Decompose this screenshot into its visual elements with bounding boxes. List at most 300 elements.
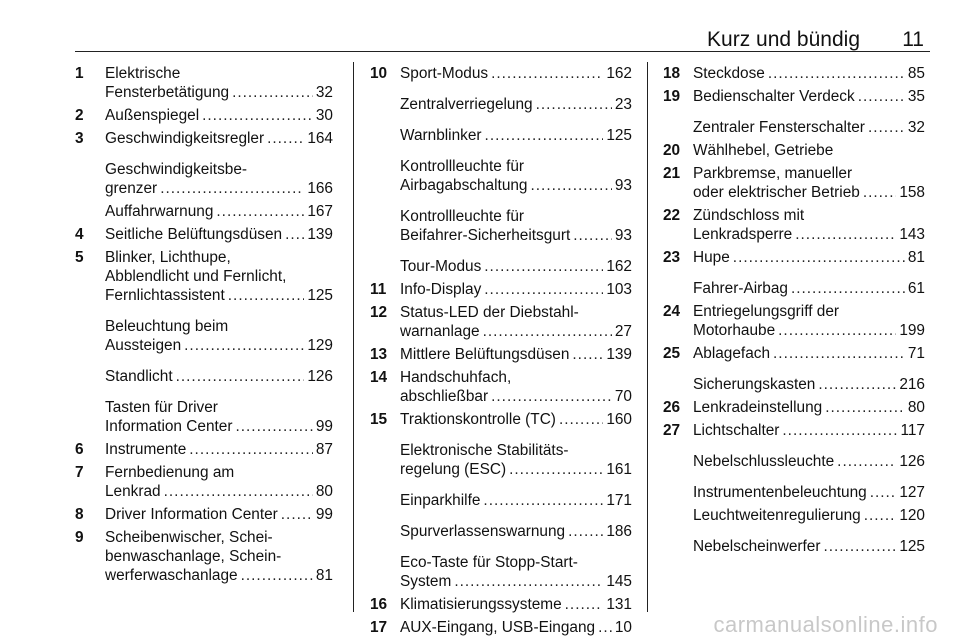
index-entry xyxy=(370,257,632,276)
entry-label: System xyxy=(400,573,452,590)
index-entry xyxy=(370,303,632,341)
page-reference: 117 xyxy=(900,422,925,439)
entry-body xyxy=(105,440,333,459)
page-reference: 162 xyxy=(606,65,632,82)
entry-number xyxy=(370,441,400,479)
entry-label-line xyxy=(105,417,333,436)
page-reference: 125 xyxy=(606,127,632,144)
dot-leader xyxy=(483,322,612,341)
index-entry xyxy=(75,398,333,436)
entry-body xyxy=(105,106,333,125)
entry-label: Lenkradsperre xyxy=(693,226,793,243)
page-reference: 158 xyxy=(899,184,925,201)
index-entry xyxy=(370,95,632,114)
entry-label: Elektronische Stabilitäts- xyxy=(400,442,569,459)
dot-leader xyxy=(791,279,905,298)
page-reference: 161 xyxy=(606,461,632,478)
page-reference: 70 xyxy=(614,388,632,405)
entry-number: 23 xyxy=(663,249,681,266)
index-entry xyxy=(663,398,925,417)
entry-label-line xyxy=(693,537,925,556)
page-reference: 126 xyxy=(307,368,333,385)
entry-body xyxy=(105,528,333,585)
entry-label: Leuchtweitenregulierung xyxy=(693,507,861,524)
entry-label: warnanlage xyxy=(400,323,480,340)
index-entry xyxy=(370,368,632,406)
page-reference: 199 xyxy=(899,322,925,339)
dot-leader xyxy=(241,566,313,585)
entry-label: Fernbedienung am xyxy=(105,464,235,481)
entry-number: 19 xyxy=(663,88,681,105)
entry-label: Wählhebel, Getriebe xyxy=(693,142,834,159)
index-entry xyxy=(663,344,925,363)
entry-body xyxy=(400,95,632,114)
dot-leader xyxy=(184,336,304,355)
entry-body xyxy=(105,225,333,244)
entry-body xyxy=(693,344,925,363)
entry-label: Beifahrer-Sicherheitsgurt xyxy=(400,227,571,244)
dot-leader xyxy=(870,483,897,502)
dot-leader xyxy=(454,572,603,591)
dot-leader xyxy=(863,183,897,202)
dot-leader xyxy=(864,506,897,525)
entry-number: 18 xyxy=(663,65,681,82)
entry-label-line xyxy=(693,87,925,106)
entry-label: Eco-Taste für Stopp-Start- xyxy=(400,554,578,571)
entry-body xyxy=(400,368,632,406)
index-entry xyxy=(75,202,333,221)
index-entry xyxy=(75,225,333,244)
entry-label: Parkbremse, manueller xyxy=(693,165,853,182)
entry-number: 5 xyxy=(75,249,84,266)
index-entry xyxy=(663,206,925,244)
entry-label-line xyxy=(105,482,333,501)
entry-label: abschließbar xyxy=(400,388,489,405)
entry-label: Tasten für Driver xyxy=(105,399,218,416)
dot-leader xyxy=(176,367,305,386)
index-entry xyxy=(370,157,632,195)
entry-number xyxy=(75,317,105,355)
entry-label-line xyxy=(400,280,632,299)
entry-number xyxy=(663,118,693,137)
dot-leader xyxy=(768,64,905,83)
dot-leader xyxy=(216,202,304,221)
entry-number xyxy=(75,160,105,198)
entry-body xyxy=(400,157,632,195)
dot-leader xyxy=(778,321,896,340)
entry-label-line xyxy=(693,483,925,502)
entry-label: Geschwindigkeitsregler xyxy=(105,130,265,147)
dot-leader xyxy=(573,226,612,245)
entry-label-line xyxy=(693,344,925,363)
dot-leader xyxy=(228,286,305,305)
entry-label-line xyxy=(693,141,925,160)
dot-leader xyxy=(536,95,612,114)
entry-label: Instrumentenbeleuchtung xyxy=(693,484,867,501)
entry-body xyxy=(400,553,632,591)
entry-number: 4 xyxy=(75,226,84,243)
entry-label-line xyxy=(105,225,333,244)
entry-label: Standlicht xyxy=(105,368,173,385)
entry-body xyxy=(693,398,925,417)
page-reference: 139 xyxy=(307,226,333,243)
entry-number xyxy=(370,157,400,195)
index-entry xyxy=(370,491,632,510)
dot-leader xyxy=(483,491,603,510)
entry-body xyxy=(400,618,632,637)
entry-label-line xyxy=(693,225,925,244)
entry-label-line xyxy=(400,491,632,510)
entry-label-line xyxy=(693,321,925,340)
entry-number xyxy=(75,398,105,436)
index-entry xyxy=(663,118,925,137)
entry-label-line xyxy=(105,367,333,386)
entry-body xyxy=(693,248,925,267)
entry-label-line xyxy=(400,618,632,637)
entry-number: 8 xyxy=(75,506,84,523)
index-entry xyxy=(75,129,333,148)
entry-label: Abblendlicht und Fernlicht, xyxy=(105,268,287,285)
page-reference: 10 xyxy=(614,619,632,636)
dot-leader xyxy=(782,421,897,440)
index-entry xyxy=(663,279,925,298)
index-entry xyxy=(370,64,632,83)
page-reference: 23 xyxy=(614,96,632,113)
entry-number xyxy=(663,483,693,502)
entry-label-line xyxy=(400,257,632,276)
page-reference: 125 xyxy=(899,538,925,555)
page-reference: 139 xyxy=(606,346,632,363)
dot-leader xyxy=(285,225,304,244)
dot-leader xyxy=(491,387,612,406)
entry-label-line xyxy=(105,505,333,524)
page-reference: 160 xyxy=(606,411,632,428)
entry-label: Sicherungskasten xyxy=(693,376,816,393)
entry-number xyxy=(370,257,400,276)
dot-leader xyxy=(818,375,896,394)
dot-leader xyxy=(484,280,603,299)
page-reference: 93 xyxy=(614,177,632,194)
dot-leader xyxy=(858,87,905,106)
page-reference: 126 xyxy=(899,453,925,470)
page-reference: 80 xyxy=(907,399,925,416)
dot-leader xyxy=(267,129,304,148)
dot-leader xyxy=(164,482,313,501)
index-entry xyxy=(75,106,333,125)
entry-label-line xyxy=(400,460,632,479)
dot-leader xyxy=(598,618,612,637)
entry-label: Lichtschalter xyxy=(693,422,780,439)
entry-label: Elektrische xyxy=(105,65,181,82)
entry-number: 25 xyxy=(663,345,681,362)
dot-leader xyxy=(733,248,905,267)
dot-leader xyxy=(773,344,905,363)
entry-number xyxy=(75,367,105,386)
entry-number xyxy=(370,207,400,245)
entry-body xyxy=(105,64,333,102)
dot-leader xyxy=(565,595,604,614)
index-entry xyxy=(663,537,925,556)
dot-leader xyxy=(281,505,313,524)
page-reference: 143 xyxy=(899,226,925,243)
entry-label-line xyxy=(400,176,632,195)
entry-label-line xyxy=(400,126,632,145)
dot-leader xyxy=(559,410,603,429)
entry-body xyxy=(693,302,925,340)
index-entry xyxy=(370,280,632,299)
entry-body xyxy=(693,506,925,525)
page-reference: 167 xyxy=(307,203,333,220)
entry-body xyxy=(105,505,333,524)
dot-leader xyxy=(491,64,603,83)
entry-number: 7 xyxy=(75,464,84,481)
dot-leader xyxy=(795,225,896,244)
page-reference: 145 xyxy=(606,573,632,590)
entry-number: 6 xyxy=(75,441,84,458)
entry-body xyxy=(400,345,632,364)
entry-label: Fensterbetätigung xyxy=(105,84,230,101)
entry-label: grenzer xyxy=(105,180,158,197)
entry-body xyxy=(105,160,333,198)
index-entry xyxy=(370,595,632,614)
page-reference: 87 xyxy=(315,441,333,458)
page-reference: 93 xyxy=(614,227,632,244)
page-reference: 125 xyxy=(307,287,333,304)
entry-label: regelung (ESC) xyxy=(400,461,507,478)
entry-body xyxy=(693,421,925,440)
entry-body xyxy=(693,141,925,160)
index-entry xyxy=(75,248,333,305)
index-entry xyxy=(75,64,333,102)
entry-label: werferwaschanlage xyxy=(105,567,238,584)
index-entry xyxy=(75,367,333,386)
entry-body xyxy=(400,126,632,145)
entry-label-line xyxy=(105,440,333,459)
index-entry xyxy=(75,317,333,355)
entry-label-line xyxy=(693,118,925,137)
entry-label: Nebelscheinwerfer xyxy=(693,538,821,555)
entry-label-line xyxy=(693,64,925,83)
entry-number: 21 xyxy=(663,165,681,182)
entry-body xyxy=(105,248,333,305)
entry-number: 24 xyxy=(663,303,681,320)
entry-body xyxy=(400,491,632,510)
entry-label: Blinker, Lichthupe, xyxy=(105,249,231,266)
entry-body xyxy=(400,257,632,276)
entry-label: Bedienschalter Verdeck xyxy=(693,88,855,105)
entry-label-line xyxy=(400,226,632,245)
index-entry xyxy=(663,164,925,202)
entry-label: Tour-Modus xyxy=(400,258,482,275)
entry-label-line xyxy=(693,421,925,440)
page-reference: 32 xyxy=(315,84,333,101)
entry-number: 17 xyxy=(370,619,388,636)
page-reference: 186 xyxy=(606,523,632,540)
entry-label: Außenspiegel xyxy=(105,107,200,124)
entry-label: Klimatisierungssysteme xyxy=(400,596,562,613)
entry-body xyxy=(400,64,632,83)
entry-body xyxy=(693,279,925,298)
entry-body xyxy=(105,129,333,148)
entry-label-line xyxy=(400,345,632,364)
dot-leader xyxy=(232,83,313,102)
page-number: 11 xyxy=(902,28,924,51)
entry-label: Auffahrwarnung xyxy=(105,203,214,220)
entry-body xyxy=(693,537,925,556)
entry-number xyxy=(370,553,400,591)
entry-number: 20 xyxy=(663,142,681,159)
entry-body xyxy=(400,522,632,541)
page-reference: 166 xyxy=(307,180,333,197)
entry-label-line xyxy=(105,202,333,221)
entry-label-line xyxy=(105,129,333,148)
index-entry xyxy=(370,553,632,591)
entry-label: Warnblinker xyxy=(400,127,482,144)
entry-label-line xyxy=(400,64,632,83)
entry-label-line xyxy=(105,286,333,305)
entry-number: 3 xyxy=(75,130,84,147)
entry-body xyxy=(105,202,333,221)
dot-leader xyxy=(235,417,312,436)
page-reference: 103 xyxy=(606,281,632,298)
entry-number: 9 xyxy=(75,529,84,546)
page-reference: 71 xyxy=(907,345,925,362)
dot-leader xyxy=(825,398,905,417)
page-reference: 162 xyxy=(606,258,632,275)
index-entry xyxy=(75,528,333,585)
entry-label: Kontrollleuchte für xyxy=(400,158,525,175)
entry-label: Zentraler Fensterschalter xyxy=(693,119,865,136)
entry-label: Seitliche Belüftungsdüsen xyxy=(105,226,283,243)
entry-number: 16 xyxy=(370,596,388,613)
entry-body xyxy=(105,398,333,436)
dot-leader xyxy=(572,345,603,364)
entry-number: 22 xyxy=(663,207,681,224)
entry-label: Info-Display xyxy=(400,281,482,298)
entry-label: Beleuchtung beim xyxy=(105,318,229,335)
entry-body xyxy=(400,441,632,479)
page-reference: 216 xyxy=(899,376,925,393)
column-divider xyxy=(353,62,354,612)
index-entry xyxy=(663,421,925,440)
index-entry xyxy=(663,375,925,394)
index-entry xyxy=(370,410,632,429)
entry-label: Mittlere Belüftungsdüsen xyxy=(400,346,570,363)
header-divider xyxy=(75,51,930,52)
entry-number: 2 xyxy=(75,107,84,124)
entry-label: oder elektrischer Betrieb xyxy=(693,184,860,201)
page-reference: 120 xyxy=(899,507,925,524)
page-reference: 85 xyxy=(907,65,925,82)
entry-body xyxy=(693,483,925,502)
entry-body xyxy=(693,375,925,394)
index-entry xyxy=(370,441,632,479)
entry-label: Lenkrad xyxy=(105,483,161,500)
entry-label: Ablagefach xyxy=(693,345,771,362)
entry-label-line xyxy=(105,106,333,125)
entry-body xyxy=(400,595,632,614)
index-entry xyxy=(663,87,925,106)
entry-body xyxy=(693,64,925,83)
entry-body xyxy=(693,87,925,106)
dot-leader xyxy=(160,179,304,198)
entry-label-line xyxy=(400,322,632,341)
entry-label: Steckdose xyxy=(693,65,765,82)
entry-number xyxy=(663,506,693,525)
entry-body xyxy=(693,206,925,244)
entry-label: AUX-Eingang, USB-Eingang xyxy=(400,619,596,636)
entry-label-line xyxy=(400,595,632,614)
entry-number: 15 xyxy=(370,411,388,428)
entry-number xyxy=(370,522,400,541)
entry-body xyxy=(105,367,333,386)
dot-leader xyxy=(531,176,612,195)
page-reference: 99 xyxy=(315,506,333,523)
entry-label: Einparkhilfe xyxy=(400,492,481,509)
dot-leader xyxy=(568,522,603,541)
index-entry xyxy=(370,618,632,637)
entry-label: Zündschloss mit xyxy=(693,207,805,224)
index-entry xyxy=(75,463,333,501)
index-entry xyxy=(663,248,925,267)
entry-label: Entriegelungsgriff der xyxy=(693,303,840,320)
entry-number: 27 xyxy=(663,422,681,439)
page-reference: 164 xyxy=(307,130,333,147)
dot-leader xyxy=(485,126,604,145)
entry-label: benwaschanlage, Schein- xyxy=(105,548,282,565)
dot-leader xyxy=(837,452,896,471)
entry-label: Driver Information Center xyxy=(105,506,278,523)
entry-body xyxy=(693,164,925,202)
page-reference: 171 xyxy=(606,492,632,509)
index-entry xyxy=(663,506,925,525)
dot-leader xyxy=(509,460,603,479)
index-entry xyxy=(663,64,925,83)
dot-leader xyxy=(189,440,313,459)
dot-leader xyxy=(868,118,905,137)
entry-label: Scheibenwischer, Schei- xyxy=(105,529,273,546)
index-entry xyxy=(663,483,925,502)
page-reference: 131 xyxy=(606,596,632,613)
entry-label: Status-LED der Diebstahl- xyxy=(400,304,579,321)
entry-label: Geschwindigkeitsbe- xyxy=(105,161,248,178)
entry-label: Zentralverriegelung xyxy=(400,96,533,113)
index-entry xyxy=(370,207,632,245)
entry-label: Lenkradeinstellung xyxy=(693,399,823,416)
index-entry xyxy=(663,302,925,340)
entry-body xyxy=(400,280,632,299)
entry-number xyxy=(663,537,693,556)
entry-label: Spurverlassenswarnung xyxy=(400,523,566,540)
page-reference: 61 xyxy=(907,280,925,297)
entry-label-line xyxy=(105,179,333,198)
entry-body xyxy=(693,118,925,137)
entry-number xyxy=(75,202,105,221)
index-entry xyxy=(75,160,333,198)
entry-label-line xyxy=(400,572,632,591)
index-entry xyxy=(370,522,632,541)
entry-label: Airbagabschaltung xyxy=(400,177,528,194)
entry-number: 13 xyxy=(370,346,388,363)
entry-number: 10 xyxy=(370,65,388,82)
page-title: Kurz und bündig xyxy=(707,28,860,51)
entry-number xyxy=(663,279,693,298)
entry-label: Aussteigen xyxy=(105,337,182,354)
entry-label-line xyxy=(400,522,632,541)
index-entry xyxy=(370,345,632,364)
index-entry xyxy=(663,452,925,471)
index-column-2 xyxy=(370,64,632,641)
